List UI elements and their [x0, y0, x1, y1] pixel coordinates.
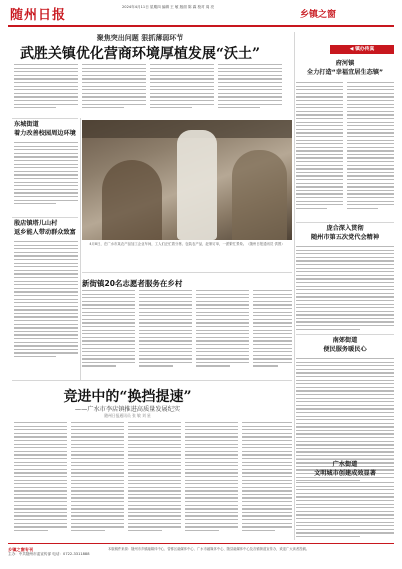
lead-headline: 武胜关镇优化营商环境厚植发展“沃土” — [19, 46, 261, 62]
footer-left — [8, 547, 104, 557]
right-divider-2 — [296, 334, 394, 335]
news-photo — [82, 120, 292, 240]
middle-body-col-2 — [139, 290, 192, 369]
right-top-body-col-1 — [296, 82, 343, 211]
column-rule-right — [294, 32, 295, 540]
photo-caption: 4月8日，在广水市某农产品加工企业车间，工人们正忙着分拣、包装农产品，赶制订单，一派繁忙景象。（随州日报通讯员 供图） — [89, 242, 285, 246]
right-divider-3 — [296, 458, 394, 459]
feature-title: 竞进中的“换挡提速” — [63, 389, 192, 405]
feature-subtitle: ——广水市李店镇推进高质量发展纪实 — [74, 406, 181, 413]
left-brief-1-body — [14, 142, 78, 207]
left-brief-2-body — [14, 241, 78, 360]
right-brief-3-title-1: 广水街道 — [332, 461, 358, 468]
feature-body-col-2 — [71, 422, 124, 533]
right-brief-3-body — [296, 482, 394, 540]
right-top-title-1: 府河镇 — [335, 60, 355, 67]
right-divider-1 — [296, 222, 394, 223]
header-rule — [8, 25, 394, 27]
lead-kicker: 聚焦突出问题 狠抓薄弱环节 — [96, 34, 184, 42]
footer-sponsor: 主办：中共随州市委宣传部 电话：0722-3311888 — [8, 552, 90, 557]
left-divider-1 — [12, 118, 78, 119]
middle-body-col-1 — [82, 290, 135, 369]
section-title: 乡镇之窗 — [300, 10, 337, 20]
middle-divider — [82, 272, 292, 273]
right-brief-3-title-2: 文明城市创建成效显著 — [314, 470, 376, 477]
right-top-title-2: 全力打造“幸福宜居生态镇” — [306, 69, 384, 76]
right-brief-2-title-1: 南郊街道 — [332, 337, 358, 344]
feature-byline: 随州日报通讯员 张 敏 刘 星 — [104, 413, 151, 418]
newspaper-logo: 随州日报 — [10, 8, 67, 23]
right-brief-1-body — [296, 246, 394, 332]
footer-title: 乡镇之窗专刊 — [8, 547, 34, 552]
lead-body-col-4 — [218, 64, 282, 111]
lead-body-col-1 — [14, 64, 78, 111]
column-rule-left — [80, 118, 81, 380]
page-footer — [8, 543, 394, 557]
bottom-divider — [12, 380, 292, 381]
lead-body-col-2 — [82, 64, 146, 111]
left-brief-1-title-1: 东城街道 — [14, 121, 39, 128]
feature-body-col-4 — [185, 422, 238, 533]
feature-body-col-5 — [242, 422, 292, 533]
right-brief-2-title-2: 便民服务暖民心 — [323, 346, 367, 353]
right-top-body-col-2 — [347, 82, 394, 211]
left-brief-2-title-1: 殷店镇塔儿山村 — [14, 220, 58, 227]
footer-notes: 本版稿件来源：随州市乡镇融媒体中心、曾都区融媒体中心、广水市融媒体中心、随县融媒体中心及各镇街道宣传办，欢迎广大读者投稿。 — [108, 547, 310, 551]
left-divider-2 — [12, 217, 78, 218]
feature-body-col-1 — [14, 422, 67, 533]
left-brief-2-title-2: 返乡能人带动群众致富 — [14, 229, 76, 236]
column-tag: ◀ 镇办传真 — [330, 45, 394, 54]
issue-info: 2024年4月11日 星期四 编辑 王 敏 版面 陈 霖 校对 周 亮 — [122, 5, 215, 9]
lead-body-col-3 — [150, 64, 214, 111]
masthead — [0, 0, 402, 26]
left-brief-1-title-2: 着力改善校园周边环境 — [14, 130, 76, 137]
right-brief-1-title-1: 庞合深入贯彻 — [326, 225, 364, 232]
middle-body-col-3 — [196, 290, 249, 369]
feature-body-col-3 — [128, 422, 181, 533]
middle-headline: 新街镇20名志愿者服务在乡村 — [82, 279, 183, 288]
middle-body-col-4 — [253, 290, 292, 369]
right-brief-1-title-2: 随州市第五次党代会精神 — [310, 234, 380, 241]
